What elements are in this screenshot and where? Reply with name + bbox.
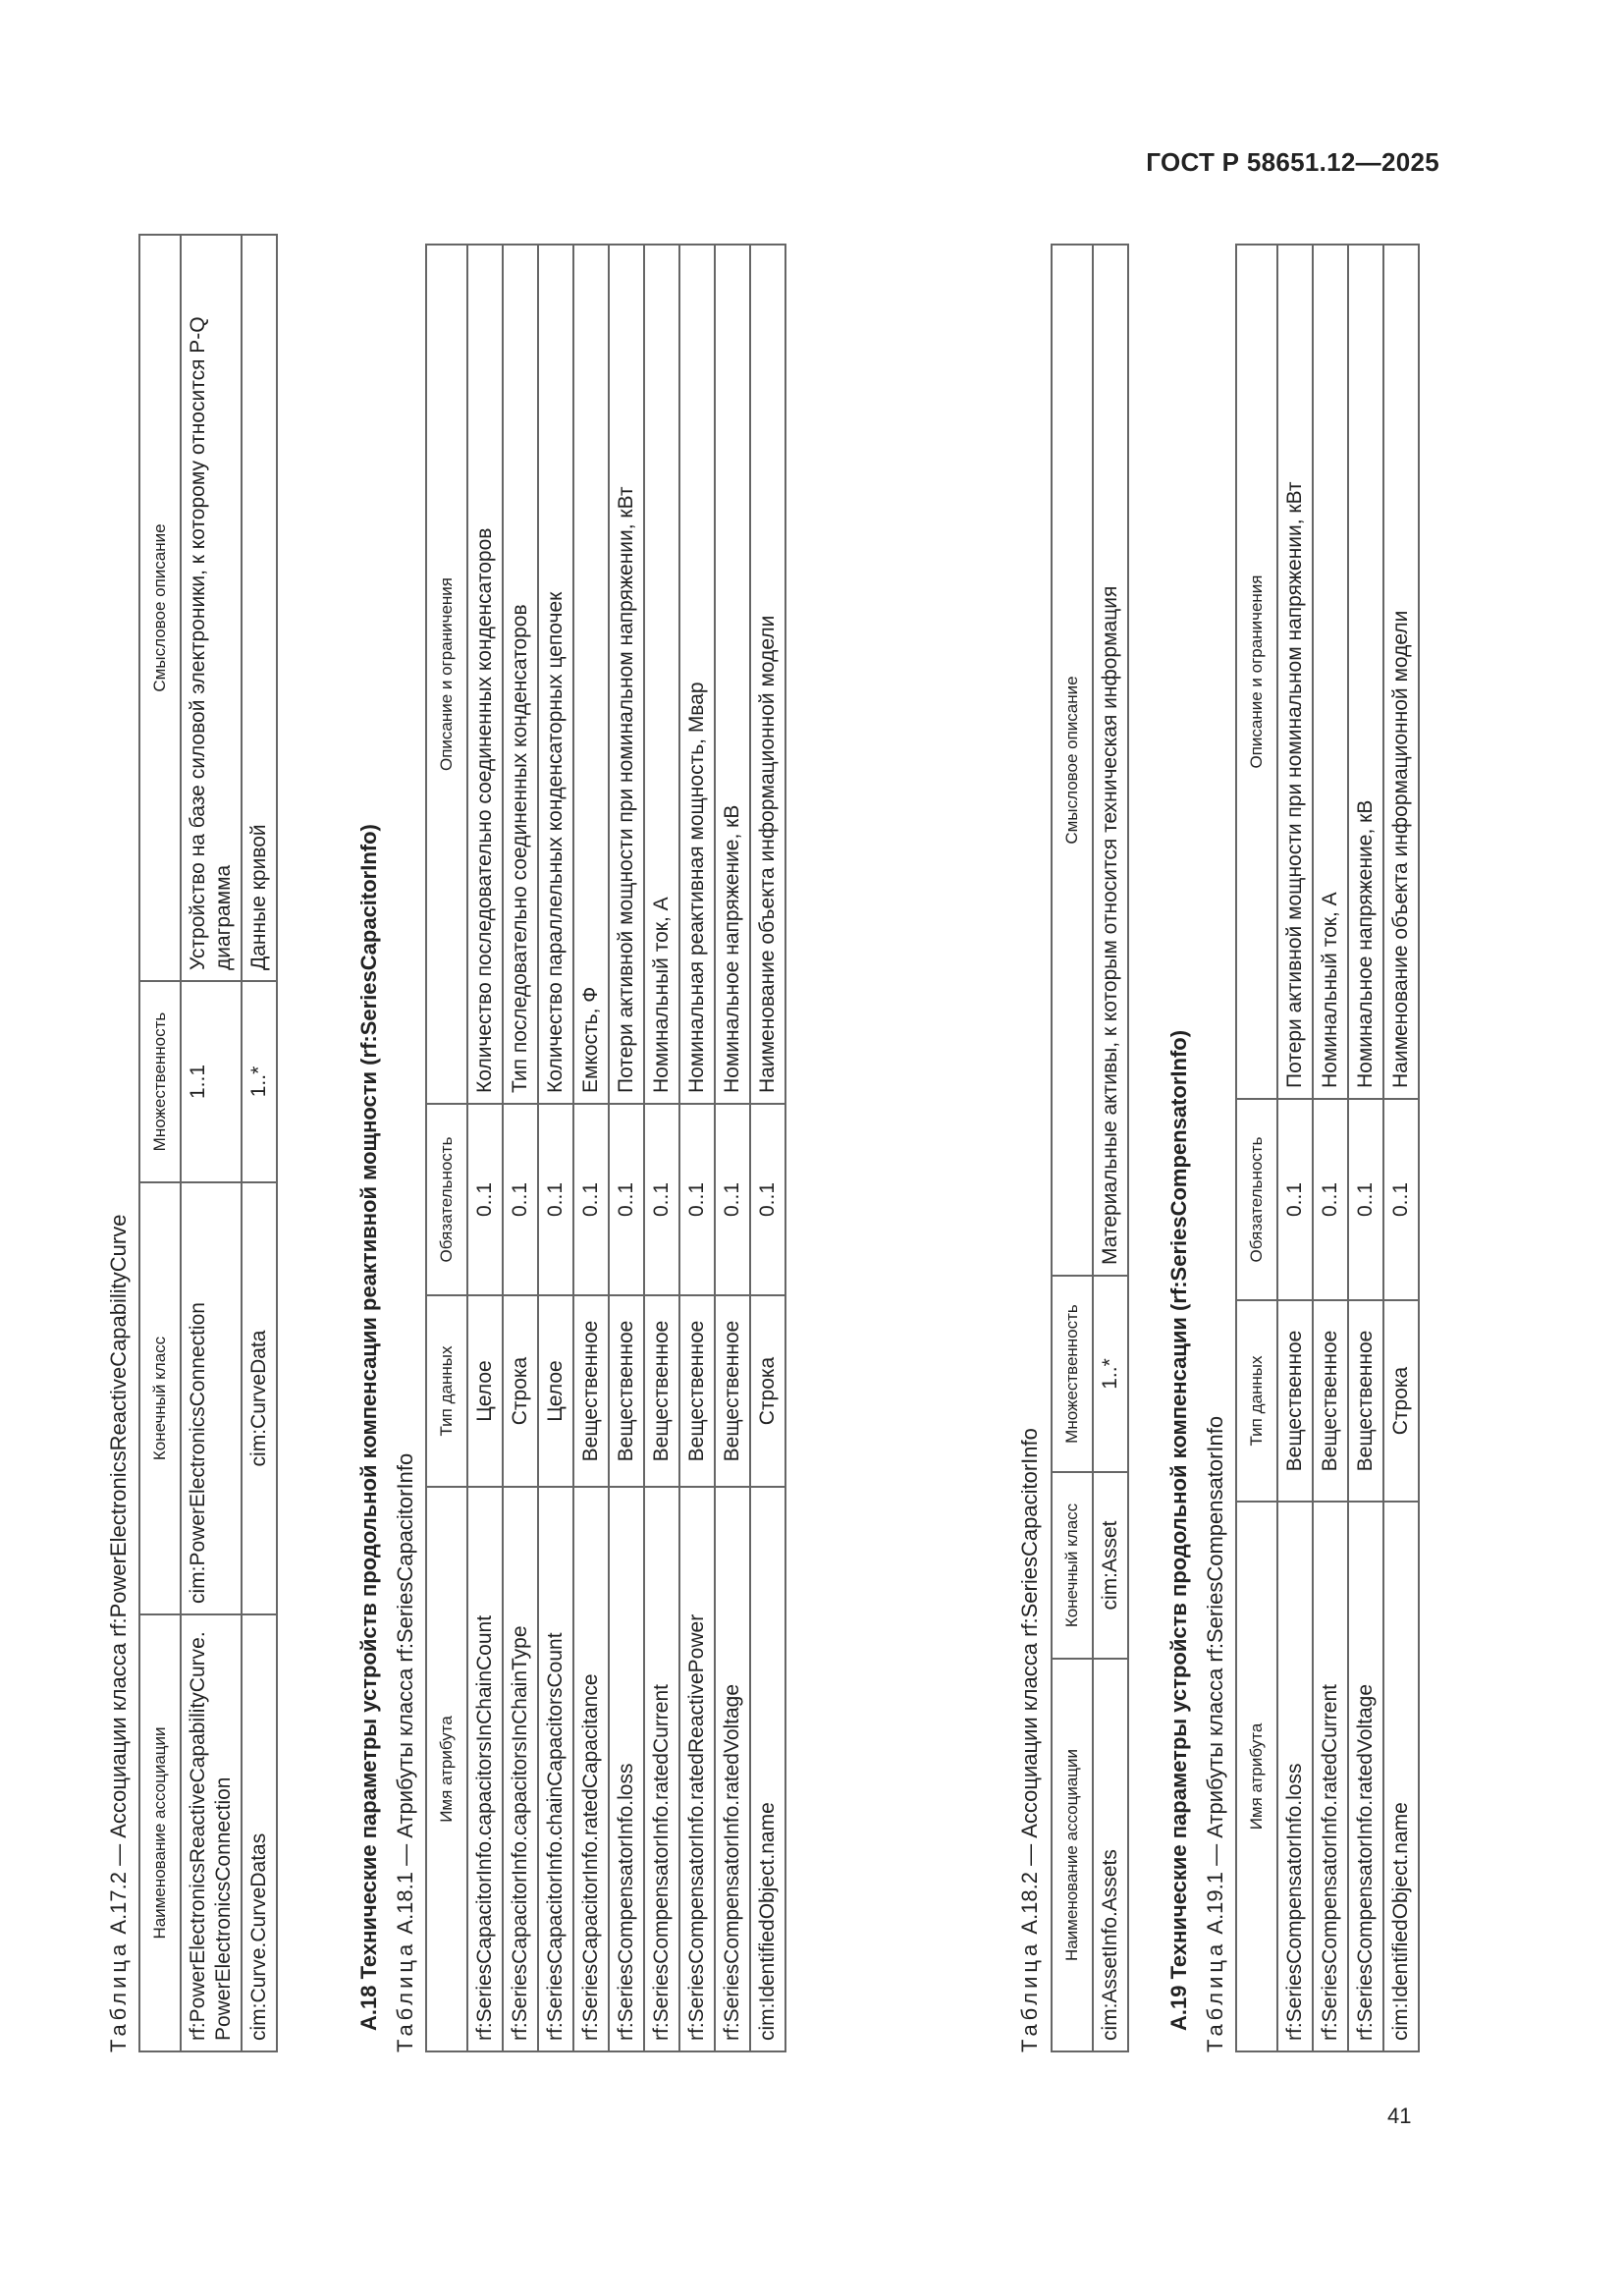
table-a17-2-caption-word: Таблица [106,1940,131,2052]
table-cell: 0..1 [679,1104,715,1295]
column-header: Описание и ограничения [1236,245,1277,1099]
table-cell: rf:SeriesCompensatorInfo.loss [1277,1502,1313,2051]
table-a18-1-caption-text: А.18.1 — Атрибуты класса rf:SeriesCapacitorInfo [393,1452,417,1935]
table-cell: Вещественное [1348,1300,1383,1502]
table-cell: rf:SeriesCompensatorInfo.ratedVoltage [1348,1502,1383,2051]
table-cell: 0..1 [1348,1099,1383,1300]
table-a17-2-caption [106,1215,132,2052]
table-row [679,245,715,2051]
table-a19-1-caption [1203,1416,1228,2052]
table-cell: 0..1 [1313,1099,1348,1300]
table-cell: Номинальный ток, А [644,245,679,1104]
table-cell: Наименование объекта информационной модели [750,245,785,1104]
table-cell: Вещественное [1313,1300,1348,1502]
table-a18-2-caption [1017,1428,1043,2052]
column-header: Множественность [139,981,181,1182]
table-cell: Номинальная реактивная мощность, Мвар [679,245,715,1104]
table-a18-2-caption-text: А.18.2 — Ассоциации класса rf:SeriesCapacitorInfo [1017,1428,1042,1935]
table-cell: rf:SeriesCapacitorInfo.capacitorsInChainType [503,1487,538,2051]
table-cell: Потери активной мощности при номинальном напряжении, кВт [609,245,644,1104]
table-row [467,245,503,2051]
table-row [715,245,750,2051]
column-header: Смысловое описание [1052,245,1093,1276]
table-row [242,235,277,2051]
table-cell: 0..1 [538,1104,573,1295]
table-cell: Строка [1383,1300,1419,1502]
table-cell: Вещественное [679,1295,715,1487]
column-header: Конечный класс [139,1182,181,1614]
column-header: Тип данных [1236,1300,1277,1502]
column-header: Конечный класс [1052,1472,1093,1659]
table-cell: cim:IdentifiedObject.name [1383,1502,1419,2051]
table-cell: Материальные активы, к которым относится техническая информация [1093,245,1128,1276]
table-cell: 0..1 [750,1104,785,1295]
table-cell: 0..1 [715,1104,750,1295]
table-cell: cim:Curve.CurveDatas [242,1614,277,2051]
table-cell: rf:SeriesCompensatorInfo.ratedCurrent [644,1487,679,2051]
table-cell: 1..1 [181,981,242,1182]
column-header: Обязательность [1236,1099,1277,1300]
table-row [503,245,538,2051]
table-cell: Количество параллельных конденсаторных цепочек [538,245,573,1104]
column-header: Имя атрибута [1236,1502,1277,2051]
page-number: 41 [1387,2104,1412,2128]
table-a19-1-caption-text: А.19.1 — Атрибуты класса rf:SeriesCompensatorInfo [1203,1415,1227,1935]
table-cell: Номинальное напряжение, кВ [1348,245,1383,1099]
table-cell: Вещественное [715,1295,750,1487]
table-cell: Номинальное напряжение, кВ [715,245,750,1104]
table-header-row [1236,245,1277,2051]
table-a18-1-caption [393,1453,418,2052]
column-header: Наименование ассоциации [1052,1659,1093,2051]
column-header: Обязательность [426,1104,467,1295]
table-cell: rf:PowerElectronicsReactiveCapabilityCurve. PowerElectronicsConnection [181,1614,242,2051]
table-cell: Тип последовательно соединенных конденсаторов [503,245,538,1104]
table-cell: Наименование объекта информационной модели [1383,245,1419,1099]
rotated-page-content [106,236,1530,2052]
table-row [538,245,573,2051]
table-cell: Количество последовательно соединенных конденсаторов [467,245,503,1104]
table-cell: Вещественное [644,1295,679,1487]
table-row [181,235,242,2051]
table-a18-1-caption-word: Таблица [393,1940,417,2052]
table-a19-1 [1235,244,1420,2052]
table-cell: rf:SeriesCapacitorInfo.ratedCapacitance [573,1487,609,2051]
column-header: Смысловое описание [139,235,181,981]
table-cell: 0..1 [644,1104,679,1295]
table-cell: Вещественное [609,1295,644,1487]
standard-id: ГОСТ Р 58651.12—2025 [1146,147,1439,177]
table-row [1383,245,1419,2051]
table-a17-2 [138,234,278,2052]
table-cell: 1..* [1093,1276,1128,1472]
table-header-row [1052,245,1093,2051]
table-cell: Емкость, Ф [573,245,609,1104]
table-cell: Строка [750,1295,785,1487]
table-cell: rf:SeriesCompensatorInfo.loss [609,1487,644,2051]
table-cell: Потери активной мощности при номинальном напряжении, кВт [1277,245,1313,1099]
table-row [750,245,785,2051]
table-cell: Вещественное [573,1295,609,1487]
table-cell: rf:SeriesCompensatorInfo.ratedReactivePower [679,1487,715,2051]
column-header: Описание и ограничения [426,245,467,1104]
table-cell: 0..1 [467,1104,503,1295]
table-cell: rf:SeriesCapacitorInfo.chainCapacitorsCount [538,1487,573,2051]
table-cell: Вещественное [1277,1300,1313,1502]
table-cell: 0..1 [1277,1099,1313,1300]
column-header: Имя атрибута [426,1487,467,2051]
table-row [1277,245,1313,2051]
section-a19-title: А.19 Технические параметры устройств продольной компенсации (rf:SeriesCompensatorInfo) [1166,1029,1191,2031]
table-header-row [426,245,467,2051]
table-row [609,245,644,2051]
table-cell: Строка [503,1295,538,1487]
table-cell: cim:Asset [1093,1472,1128,1659]
table-cell: cim:PowerElectronicsConnection [181,1182,242,1614]
table-row [1348,245,1383,2051]
table-cell: rf:SeriesCapacitorInfo.capacitorsInChainCount [467,1487,503,2051]
section-a18-title: А.18 Технические параметры устройств продольной компенсации реактивной мощности (rf:SeriesCapacitorInfo) [356,824,381,2031]
table-cell: Целое [538,1295,573,1487]
table-row [573,245,609,2051]
table-cell: cim:IdentifiedObject.name [750,1487,785,2051]
table-cell: Данные кривой [242,235,277,981]
table-cell: cim:AssetInfo.Assets [1093,1659,1128,2051]
table-cell: rf:SeriesCompensatorInfo.ratedCurrent [1313,1502,1348,2051]
table-cell: 0..1 [609,1104,644,1295]
table-a19-1-caption-word: Таблица [1203,1940,1227,2052]
table-cell: 0..1 [1383,1099,1419,1300]
column-header: Множественность [1052,1276,1093,1472]
table-row [1093,245,1128,2051]
table-row [1313,245,1348,2051]
column-header: Наименование ассоциации [139,1614,181,2051]
table-cell: rf:SeriesCompensatorInfo.ratedVoltage [715,1487,750,2051]
table-a17-2-caption-text: А.17.2 — Ассоциации класса rf:PowerElectronicsReactiveCapabilityCurve [106,1214,131,1935]
column-header: Тип данных [426,1295,467,1487]
table-a18-2-caption-word: Таблица [1017,1940,1042,2052]
table-header-row [139,235,181,2051]
table-cell: Целое [467,1295,503,1487]
table-a18-1 [425,244,786,2052]
table-cell: Номинальный ток, А [1313,245,1348,1099]
table-cell: cim:CurveData [242,1182,277,1614]
table-a18-2 [1051,244,1129,2052]
table-cell: 1..* [242,981,277,1182]
table-row [644,245,679,2051]
table-cell: Устройство на базе силовой электроники, к которому относится P-Q диаграмма [181,235,242,981]
table-cell: 0..1 [503,1104,538,1295]
table-cell: 0..1 [573,1104,609,1295]
